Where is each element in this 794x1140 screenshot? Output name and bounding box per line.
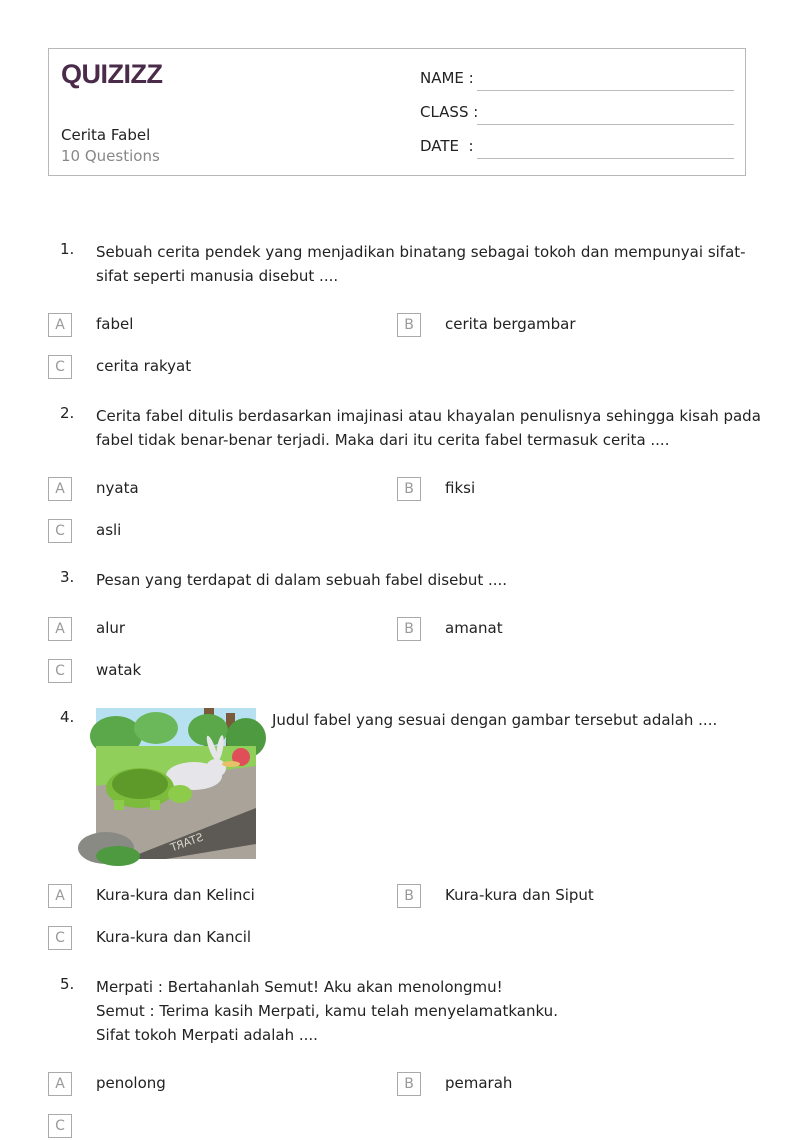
question-number: 3. <box>60 568 75 586</box>
option-c[interactable] <box>48 519 348 545</box>
option-text: watak <box>96 661 142 679</box>
option-letter-box: C <box>48 1114 72 1138</box>
class-label: CLASS : <box>420 103 479 121</box>
option-letter-box: C <box>48 355 72 379</box>
date-field[interactable] <box>420 137 734 161</box>
question-text: Judul fabel yang sesuai dengan gambar tersebut adalah .... <box>272 711 718 729</box>
option-a[interactable] <box>48 884 348 910</box>
question-text: Sebuah cerita pendek yang menjadikan binatang sebagai tokoh dan mempunyai sifat- sifat seperti manusia disebut .... <box>96 243 746 285</box>
option-b[interactable] <box>397 617 697 643</box>
question-number: 1. <box>60 240 75 258</box>
option-letter-box: B <box>397 1072 421 1096</box>
option-letter-box: A <box>48 617 72 641</box>
question-number: 2. <box>60 404 75 422</box>
option-letter-box: C <box>48 519 72 543</box>
date-line[interactable] <box>477 158 734 159</box>
option-letter-box: B <box>397 313 421 337</box>
option-c[interactable] <box>48 355 348 381</box>
option-text: fabel <box>96 315 134 333</box>
date-label: DATE : <box>420 137 474 155</box>
question-text: Cerita fabel ditulis berdasarkan imajinasi atau khayalan penulisnya sehingga kisah pada fabel tidak benar-benar terjadi. Maka dari itu cerita fabel termasuk cerita .... <box>96 407 761 449</box>
option-letter-box: A <box>48 1072 72 1096</box>
option-text: cerita rakyat <box>96 357 192 375</box>
option-a[interactable] <box>48 617 348 643</box>
option-a[interactable] <box>48 1072 348 1098</box>
question-text: Pesan yang terdapat di dalam sebuah fabel disebut .... <box>96 571 508 589</box>
option-text: penolong <box>96 1074 166 1092</box>
question-number: 5. <box>60 975 75 993</box>
option-a[interactable] <box>48 477 348 503</box>
class-line[interactable] <box>477 124 734 125</box>
option-b[interactable] <box>397 313 697 339</box>
worksheet-header <box>48 48 746 176</box>
name-field[interactable] <box>420 69 734 93</box>
option-letter-box: B <box>397 477 421 501</box>
option-text: Kura-kura dan Siput <box>445 886 594 904</box>
option-a[interactable] <box>48 313 348 339</box>
option-text: Kura-kura dan Kelinci <box>96 886 255 904</box>
option-letter-box: A <box>48 313 72 337</box>
option-text: alur <box>96 619 126 637</box>
option-c[interactable] <box>48 1114 348 1140</box>
option-b[interactable] <box>397 1072 697 1098</box>
option-letter-box: B <box>397 617 421 641</box>
option-b[interactable] <box>397 884 697 910</box>
option-text: fiksi <box>445 479 476 497</box>
question-count: 10 Questions <box>61 147 160 165</box>
option-letter-box: C <box>48 926 72 950</box>
option-letter-box: C <box>48 659 72 683</box>
start-label: START <box>168 830 206 855</box>
option-letter-box: A <box>48 477 72 501</box>
option-letter-box: A <box>48 884 72 908</box>
name-line[interactable] <box>477 90 734 91</box>
question-number: 4. <box>60 708 75 726</box>
option-b[interactable] <box>397 477 697 503</box>
quiz-title: Cerita Fabel <box>61 126 151 144</box>
option-text: asli <box>96 521 122 539</box>
quizizz-logo: QUIZIZZ <box>61 59 163 89</box>
option-text: pemarah <box>445 1074 513 1092</box>
question-text: Merpati : Bertahanlah Semut! Aku akan menolongmu! Semut : Terima kasih Merpati, kamu telah menyelamatkanku. Sifat tokoh Merpati adalah .... <box>96 978 558 1044</box>
name-label: NAME : <box>420 69 474 87</box>
option-text: amanat <box>445 619 503 637</box>
tortoise-rabbit-illustration <box>96 708 256 859</box>
option-text: Kura-kura dan Kancil <box>96 928 252 946</box>
option-c[interactable] <box>48 659 348 685</box>
option-text: cerita bergambar <box>445 315 576 333</box>
option-letter-box: B <box>397 884 421 908</box>
class-field[interactable] <box>420 103 734 127</box>
option-text: nyata <box>96 479 139 497</box>
option-c[interactable] <box>48 926 348 952</box>
